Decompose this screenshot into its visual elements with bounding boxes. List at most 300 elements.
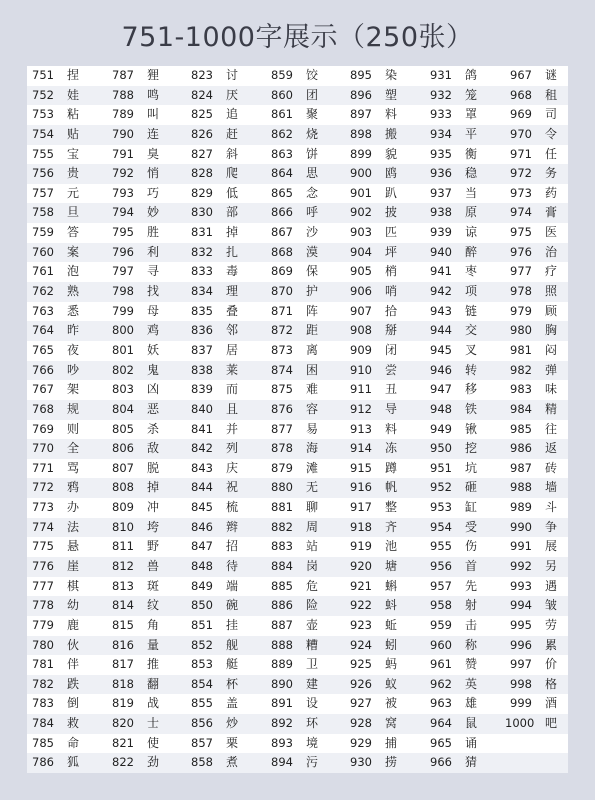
char-number: 973	[510, 185, 532, 200]
table-row	[27, 164, 568, 184]
char-number: 947	[430, 382, 452, 397]
char-number: 891	[271, 696, 293, 711]
char-number: 800	[112, 323, 134, 338]
char-glyph: 伤	[465, 539, 478, 554]
char-glyph: 困	[306, 362, 319, 377]
char-number: 815	[112, 617, 134, 632]
char-number: 931	[430, 68, 452, 82]
char-number: 756	[32, 166, 54, 181]
table-row	[27, 577, 568, 597]
table-row	[27, 557, 568, 577]
char-glyph: 挖	[465, 441, 478, 456]
char-glyph: 令	[545, 126, 558, 141]
char-glyph: 笼	[465, 87, 478, 102]
char-glyph: 塑	[385, 87, 398, 102]
char-number: 903	[350, 225, 372, 240]
char-number: 798	[112, 284, 134, 299]
char-glyph: 被	[385, 696, 398, 711]
char-number: 940	[430, 244, 452, 259]
char-number: 930	[350, 755, 372, 770]
char-number: 786	[32, 755, 54, 770]
char-number: 882	[271, 519, 293, 534]
char-glyph: 壶	[306, 617, 319, 632]
char-number: 965	[430, 735, 452, 750]
char-number: 881	[271, 500, 293, 515]
char-number: 905	[350, 264, 372, 279]
char-number: 970	[510, 126, 532, 141]
char-number: 839	[191, 382, 213, 397]
char-glyph: 居	[226, 342, 239, 357]
char-number: 764	[32, 323, 54, 338]
char-number: 945	[430, 342, 452, 357]
char-glyph: 烧	[306, 126, 319, 141]
char-number: 902	[350, 205, 372, 220]
char-number: 901	[350, 185, 372, 200]
char-glyph: 量	[147, 637, 160, 652]
char-glyph: 辫	[226, 519, 239, 534]
char-number: 860	[271, 87, 293, 102]
char-glyph: 价	[545, 657, 558, 672]
char-glyph: 元	[67, 185, 80, 200]
char-glyph: 列	[226, 441, 239, 456]
table-row	[27, 596, 568, 616]
char-glyph: 蚂	[385, 657, 398, 672]
char-number: 832	[191, 244, 213, 259]
char-glyph: 办	[67, 500, 80, 515]
char-glyph: 泡	[67, 264, 80, 279]
char-glyph: 庆	[226, 460, 239, 475]
char-glyph: 且	[226, 401, 239, 416]
char-number: 845	[191, 500, 213, 515]
char-glyph: 蚓	[385, 637, 398, 652]
char-number: 862	[271, 126, 293, 141]
char-glyph: 砸	[465, 480, 478, 495]
char-number: 840	[191, 401, 213, 416]
char-number: 857	[191, 735, 213, 750]
char-number: 816	[112, 637, 134, 652]
char-number: 788	[112, 87, 134, 102]
char-number: 874	[271, 362, 293, 377]
char-number: 870	[271, 284, 293, 299]
char-number: 841	[191, 421, 213, 436]
char-glyph: 另	[545, 559, 558, 573]
char-number: 890	[271, 676, 293, 691]
char-number: 922	[350, 598, 372, 613]
char-number: 868	[271, 244, 293, 259]
table-row	[27, 282, 568, 302]
char-number: 830	[191, 205, 213, 220]
char-glyph: 铁	[465, 401, 478, 416]
char-glyph: 规	[67, 401, 80, 416]
char-number: 949	[430, 421, 452, 436]
char-glyph: 保	[306, 264, 319, 279]
char-number: 873	[271, 342, 293, 357]
char-glyph: 鹿	[67, 617, 80, 632]
char-number: 844	[191, 480, 213, 495]
char-glyph: 劲	[147, 755, 160, 770]
char-number: 914	[350, 441, 372, 456]
char-number: 753	[32, 107, 54, 122]
char-number: 889	[271, 657, 293, 672]
char-number: 884	[271, 559, 293, 573]
char-glyph: 使	[147, 735, 160, 750]
char-glyph: 端	[226, 578, 239, 593]
char-number: 875	[271, 382, 293, 397]
char-glyph: 冻	[385, 441, 398, 456]
char-glyph: 坪	[385, 244, 398, 259]
char-number: 773	[32, 500, 54, 515]
char-number: 877	[271, 421, 293, 436]
char-number: 899	[350, 146, 372, 161]
char-glyph: 聚	[306, 107, 319, 122]
table-row	[27, 203, 568, 223]
char-number: 943	[430, 303, 452, 318]
char-number: 893	[271, 735, 293, 750]
char-glyph: 诵	[465, 735, 478, 750]
char-glyph: 貌	[385, 146, 398, 161]
char-number: 803	[112, 382, 134, 397]
char-glyph: 坑	[465, 460, 478, 475]
char-number: 977	[510, 264, 532, 279]
char-glyph: 谜	[545, 68, 558, 82]
char-number: 752	[32, 87, 54, 102]
char-number: 999	[510, 696, 532, 711]
char-glyph: 杯	[226, 676, 239, 691]
char-number: 864	[271, 166, 293, 181]
char-number: 807	[112, 460, 134, 475]
char-glyph: 岗	[306, 559, 319, 573]
char-number: 919	[350, 539, 372, 554]
char-glyph: 祝	[226, 480, 239, 495]
char-glyph: 建	[306, 676, 319, 691]
char-glyph: 呼	[306, 205, 319, 220]
char-number: 758	[32, 205, 54, 220]
char-number: 772	[32, 480, 54, 495]
char-number: 825	[191, 107, 213, 122]
char-number: 908	[350, 323, 372, 338]
char-number: 962	[430, 676, 452, 691]
char-glyph: 匹	[385, 225, 398, 240]
char-glyph: 糟	[306, 637, 319, 652]
char-glyph: 顾	[545, 303, 558, 318]
char-glyph: 弹	[545, 362, 558, 377]
char-number: 966	[430, 755, 452, 770]
char-glyph: 易	[306, 421, 319, 436]
char-glyph: 醉	[465, 244, 478, 259]
char-glyph: 疗	[545, 264, 558, 279]
char-number: 913	[350, 421, 372, 436]
char-number: 858	[191, 755, 213, 770]
table-row	[27, 675, 568, 695]
char-number: 829	[191, 185, 213, 200]
table-row	[27, 400, 568, 420]
char-glyph: 胸	[545, 323, 558, 338]
char-glyph: 鸽	[465, 68, 478, 82]
table-row	[27, 616, 568, 636]
char-glyph: 舰	[226, 637, 239, 652]
char-number: 983	[510, 382, 532, 397]
char-glyph: 夜	[67, 342, 80, 357]
char-number: 810	[112, 519, 134, 534]
char-glyph: 阵	[306, 303, 319, 318]
char-glyph: 赞	[465, 657, 478, 672]
char-number: 838	[191, 362, 213, 377]
char-glyph: 低	[226, 185, 239, 200]
char-glyph: 任	[545, 146, 558, 161]
char-number: 780	[32, 637, 54, 652]
char-glyph: 容	[306, 401, 319, 416]
char-glyph: 骂	[67, 460, 80, 475]
char-number: 784	[32, 716, 54, 731]
char-glyph: 劳	[545, 617, 558, 632]
char-number: 907	[350, 303, 372, 318]
char-glyph: 狐	[67, 755, 80, 770]
char-number: 978	[510, 284, 532, 299]
char-number: 754	[32, 126, 54, 141]
char-glyph: 酒	[545, 696, 558, 711]
char-number: 824	[191, 87, 213, 102]
char-number: 887	[271, 617, 293, 632]
char-number: 910	[350, 362, 372, 377]
char-glyph: 思	[306, 166, 319, 181]
char-number: 960	[430, 637, 452, 652]
char-number: 856	[191, 716, 213, 731]
char-number: 778	[32, 598, 54, 613]
char-number: 794	[112, 205, 134, 220]
char-number: 951	[430, 460, 452, 475]
char-glyph: 务	[545, 166, 558, 181]
char-number: 981	[510, 342, 532, 357]
char-glyph: 趴	[385, 185, 398, 200]
char-glyph: 挂	[226, 617, 239, 632]
char-glyph: 士	[147, 716, 160, 731]
char-glyph: 碗	[226, 598, 239, 613]
table-row	[27, 125, 568, 145]
char-glyph: 招	[226, 539, 239, 554]
char-number: 971	[510, 146, 532, 161]
char-glyph: 巧	[147, 185, 160, 200]
char-glyph: 射	[465, 598, 478, 613]
char-glyph: 宝	[67, 146, 80, 161]
char-number: 972	[510, 166, 532, 181]
char-number: 1000	[505, 716, 535, 731]
char-number: 932	[430, 87, 452, 102]
char-glyph: 崖	[67, 559, 80, 573]
char-number: 755	[32, 146, 54, 161]
char-glyph: 饼	[306, 146, 319, 161]
char-glyph: 闷	[545, 342, 558, 357]
char-glyph: 聊	[306, 500, 319, 515]
char-number: 990	[510, 519, 532, 534]
char-number: 835	[191, 303, 213, 318]
char-glyph: 狸	[147, 68, 160, 82]
char-number: 790	[112, 126, 134, 141]
char-number: 924	[350, 637, 372, 652]
char-number: 988	[510, 480, 532, 495]
char-glyph: 难	[306, 382, 319, 397]
char-number: 792	[112, 166, 134, 181]
char-glyph: 无	[306, 480, 319, 495]
char-glyph: 鬼	[147, 362, 160, 377]
char-number: 987	[510, 460, 532, 475]
char-number: 964	[430, 716, 452, 731]
char-glyph: 叉	[465, 342, 478, 357]
char-glyph: 莱	[226, 362, 239, 377]
char-number: 991	[510, 539, 532, 554]
char-glyph: 纹	[147, 598, 160, 613]
char-number: 926	[350, 676, 372, 691]
char-glyph: 部	[226, 205, 239, 220]
char-number: 979	[510, 303, 532, 318]
char-number: 808	[112, 480, 134, 495]
char-number: 989	[510, 500, 532, 515]
char-glyph: 吧	[545, 716, 558, 731]
char-glyph: 照	[545, 284, 558, 299]
char-number: 801	[112, 342, 134, 357]
char-glyph: 设	[306, 696, 319, 711]
char-number: 956	[430, 559, 452, 573]
char-glyph: 闭	[385, 342, 398, 357]
char-number: 936	[430, 166, 452, 181]
char-number: 766	[32, 362, 54, 377]
char-number: 957	[430, 578, 452, 593]
char-number: 759	[32, 225, 54, 240]
char-number: 920	[350, 559, 372, 573]
char-glyph: 爬	[226, 166, 239, 181]
char-glyph: 鸦	[67, 480, 80, 495]
char-number: 861	[271, 107, 293, 122]
char-number: 935	[430, 146, 452, 161]
char-glyph: 念	[306, 185, 319, 200]
char-number: 928	[350, 716, 372, 731]
char-glyph: 法	[67, 519, 80, 534]
char-number: 767	[32, 382, 54, 397]
char-number: 925	[350, 657, 372, 672]
char-glyph: 周	[306, 519, 319, 534]
char-number: 805	[112, 421, 134, 436]
char-glyph: 捏	[67, 68, 80, 82]
char-glyph: 返	[545, 441, 558, 456]
char-number: 774	[32, 519, 54, 534]
char-glyph: 精	[545, 401, 558, 416]
char-glyph: 臭	[147, 146, 160, 161]
char-glyph: 谅	[465, 225, 478, 240]
char-glyph: 尝	[385, 362, 398, 377]
char-number: 968	[510, 87, 532, 102]
char-glyph: 拾	[385, 303, 398, 318]
char-glyph: 鸣	[147, 87, 160, 102]
char-glyph: 找	[147, 284, 160, 299]
char-glyph: 野	[147, 539, 160, 554]
char-glyph: 移	[465, 382, 478, 397]
char-number: 811	[112, 539, 134, 554]
char-glyph: 导	[385, 401, 398, 416]
table-row	[27, 537, 568, 557]
char-number: 761	[32, 264, 54, 279]
char-number: 806	[112, 441, 134, 456]
char-number: 967	[510, 68, 532, 82]
char-glyph: 缸	[465, 500, 478, 515]
char-glyph: 妖	[147, 342, 160, 357]
char-glyph: 幼	[67, 598, 80, 613]
char-glyph: 医	[545, 225, 558, 240]
char-glyph: 稳	[465, 166, 478, 181]
char-number: 892	[271, 716, 293, 731]
char-number: 865	[271, 185, 293, 200]
char-glyph: 斗	[545, 500, 558, 515]
char-number: 795	[112, 225, 134, 240]
table-row	[27, 498, 568, 518]
char-glyph: 项	[465, 284, 478, 299]
char-number: 975	[510, 225, 532, 240]
char-number: 998	[510, 676, 532, 691]
char-number: 993	[510, 578, 532, 593]
char-glyph: 雄	[465, 696, 478, 711]
char-number: 879	[271, 460, 293, 475]
char-glyph: 墙	[545, 480, 558, 495]
char-number: 976	[510, 244, 532, 259]
table-row	[27, 223, 568, 243]
char-glyph: 鼠	[465, 716, 478, 731]
char-number: 984	[510, 401, 532, 416]
char-glyph: 租	[545, 87, 558, 102]
char-number: 927	[350, 696, 372, 711]
char-number: 833	[191, 264, 213, 279]
char-number: 785	[32, 735, 54, 750]
char-glyph: 链	[465, 303, 478, 318]
char-number: 854	[191, 676, 213, 691]
char-number: 819	[112, 696, 134, 711]
char-number: 809	[112, 500, 134, 515]
char-glyph: 妙	[147, 205, 160, 220]
char-number: 958	[430, 598, 452, 613]
char-number: 986	[510, 441, 532, 456]
char-glyph: 叠	[226, 303, 239, 318]
char-number: 954	[430, 519, 452, 534]
char-number: 850	[191, 598, 213, 613]
char-number: 934	[430, 126, 452, 141]
table-row	[27, 694, 568, 714]
char-number: 955	[430, 539, 452, 554]
char-number: 912	[350, 401, 372, 416]
char-number: 823	[191, 68, 213, 82]
char-glyph: 理	[226, 284, 239, 299]
char-number: 813	[112, 578, 134, 593]
char-number: 952	[430, 480, 452, 495]
char-number: 751	[32, 68, 54, 82]
table-row	[27, 439, 568, 459]
char-number: 883	[271, 539, 293, 554]
char-glyph: 蚪	[385, 598, 398, 613]
table-row	[27, 459, 568, 479]
table-row	[27, 380, 568, 400]
char-glyph: 漠	[306, 244, 319, 259]
char-number: 974	[510, 205, 532, 220]
char-glyph: 衡	[465, 146, 478, 161]
char-glyph: 皱	[545, 598, 558, 613]
char-glyph: 搬	[385, 126, 398, 141]
char-number: 953	[430, 500, 452, 515]
char-glyph: 追	[226, 107, 239, 122]
char-glyph: 粘	[67, 107, 80, 122]
char-glyph: 贴	[67, 126, 80, 141]
char-glyph: 交	[465, 323, 478, 338]
table-row	[27, 636, 568, 656]
char-number: 929	[350, 735, 372, 750]
char-number: 871	[271, 303, 293, 318]
char-number: 944	[430, 323, 452, 338]
char-number: 799	[112, 303, 134, 318]
